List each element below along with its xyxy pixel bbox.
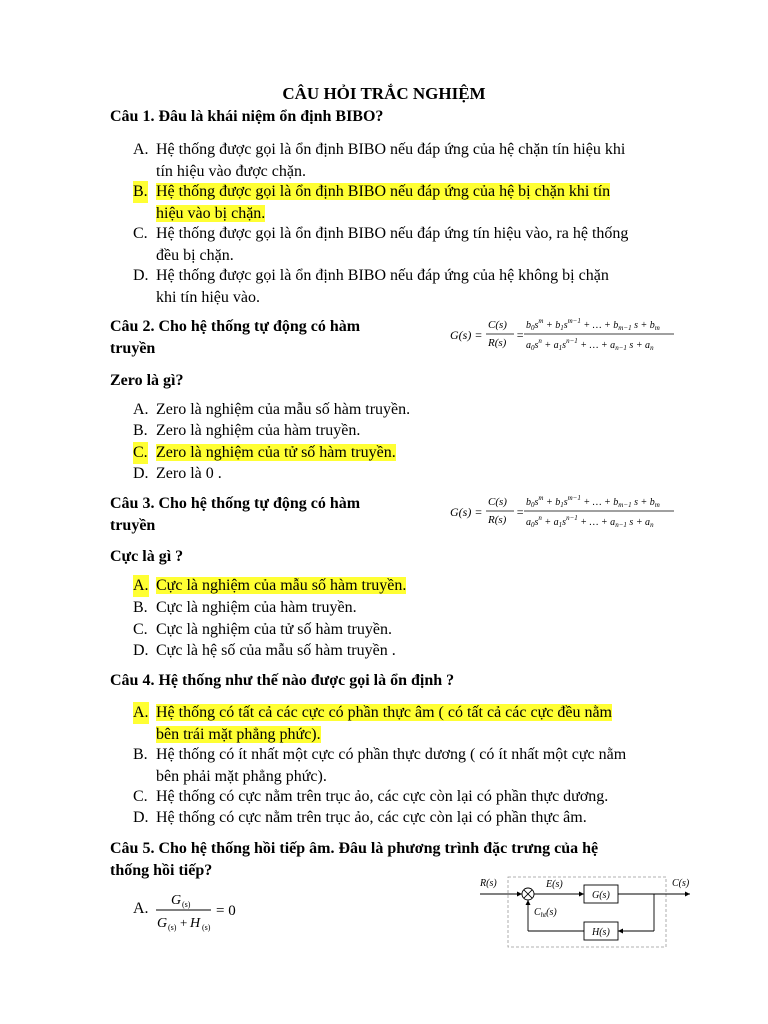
option-label: A. xyxy=(133,141,149,158)
svg-text:C(s): C(s) xyxy=(488,496,507,508)
question-2-option-c xyxy=(133,442,698,464)
option-label: D. xyxy=(133,465,149,482)
option-text: Hệ thống được gọi là ổn định BIBO nếu đáp ứng của hệ bị chặn khi tín xyxy=(156,183,611,200)
error-label: E(s) xyxy=(546,879,563,890)
system-boundary xyxy=(508,877,666,947)
svg-text:(s): (s) xyxy=(168,923,177,932)
option-label: A. xyxy=(133,702,149,724)
option-text: Cực là nghiệm của mẫu số hàm truyền. xyxy=(156,577,407,594)
option-text: Zero là nghiệm của tử số hàm truyền. xyxy=(156,444,396,461)
svg-text:H: H xyxy=(190,916,201,931)
svg-text:R(s): R(s) xyxy=(488,337,507,349)
question-2-option-b xyxy=(133,420,698,442)
svg-text:R(s): R(s) xyxy=(488,514,507,526)
question-1-heading: Câu 1. Đâu là khái niệm ổn định BIBO? xyxy=(110,108,384,125)
transfer-function-equation xyxy=(448,491,678,538)
feedback-block-diagram xyxy=(478,874,694,950)
option-text: Hệ thống được gọi là ổn định BIBO nếu đáp ứng tín hiệu vào, ra hệ thống xyxy=(156,225,629,242)
question-3-option-d xyxy=(133,640,698,662)
svg-text:G: G xyxy=(171,893,182,908)
question-2-option-d xyxy=(133,463,698,485)
question-4-option-a xyxy=(133,702,698,745)
option-label: C. xyxy=(133,442,148,464)
heading-line: truyền xyxy=(110,340,156,357)
question-1-option-d xyxy=(133,265,698,308)
option-label: D. xyxy=(133,809,149,826)
svg-text:C(s): C(s) xyxy=(488,319,507,331)
svg-text:G(s) =: G(s) = xyxy=(450,328,483,342)
option-text: Hệ thống có ít nhất một cực có phần thực dương ( có ít nhất một cực nằm xyxy=(156,746,627,763)
svg-text:G: G xyxy=(157,916,168,931)
heading-line: Câu 5. Cho hệ thống hồi tiếp âm. Đâu là phương trình đặc trưng của hệ xyxy=(110,840,599,857)
option-text: Hệ thống được gọi là ổn định BIBO nếu đáp ứng của hệ không bị chặn xyxy=(156,267,609,284)
svg-text:a0sn + a1sn−1 + … + an−1 s + a: $a_0s^n + a_1s^{n-1}$ + … + $a_{n-1}$ $s + a_n$ xyxy=(526,514,654,529)
input-label: R(s) xyxy=(480,878,497,889)
option-text: Hệ thống có tất cả các cực có phần thực âm ( có tất cả các cực đều nằm xyxy=(156,704,612,721)
option-label: B. xyxy=(133,181,148,203)
svg-text:= 0: = 0 xyxy=(216,903,236,919)
question-4-option-d xyxy=(133,807,698,829)
heading-line: Câu 2. Cho hệ thống tự động có hàm xyxy=(110,318,361,335)
svg-text:=: = xyxy=(516,505,525,519)
question-3-option-a xyxy=(133,575,698,597)
question-3-subheading: Cực là gì ? xyxy=(110,548,184,565)
option-label: D. xyxy=(133,642,149,659)
option-text: bên phải mặt phẳng phức). xyxy=(156,767,327,785)
question-2-subheading: Zero là gì? xyxy=(110,372,184,389)
option-label: C. xyxy=(133,621,148,638)
option-text: bên trái mặt phẳng phức). xyxy=(156,725,321,743)
option-label: A. xyxy=(133,401,149,418)
option-text: Zero là nghiệm của mẫu số hàm truyền. xyxy=(156,401,411,418)
option-text: Cực là hệ số của mẫu số hàm truyền . xyxy=(156,642,396,659)
question-1-option-b xyxy=(133,181,698,224)
heading-line: truyền xyxy=(110,517,156,534)
svg-text:(s): (s) xyxy=(202,923,211,932)
question-2-option-a xyxy=(133,399,698,421)
option-label: A. xyxy=(133,900,149,917)
option-label: A. xyxy=(133,575,149,597)
transfer-function-equation xyxy=(448,314,678,361)
question-1-option-a xyxy=(133,139,698,182)
option-label: D. xyxy=(133,267,149,284)
svg-text:=: = xyxy=(516,328,525,342)
question-3-option-b xyxy=(133,597,698,619)
svg-text:a0sn + a1sn−1 + … + an−1 s + a: $a_0s^n + a_1s^{n-1}$ + … + $a_{n-1}$ $s + a_n$ xyxy=(526,337,654,352)
option-text: Cực là nghiệm của hàm truyền. xyxy=(156,599,357,616)
question-4-option-c xyxy=(133,786,698,808)
option-label: B. xyxy=(133,599,148,616)
question-1-option-c xyxy=(133,223,698,266)
option-label: B. xyxy=(133,746,148,763)
question-4-heading: Câu 4. Hệ thống như thế nào được gọi là ổn định ? xyxy=(110,672,455,689)
feedback-block-label: H(s) xyxy=(592,927,610,938)
option-text: tín hiệu vào được chặn. xyxy=(156,162,306,180)
question-4-option-b xyxy=(133,744,698,787)
option-text: hiệu vào bị chặn. xyxy=(156,204,266,222)
heading-line: Câu 3. Cho hệ thống tự động có hàm xyxy=(110,495,361,512)
characteristic-equation xyxy=(153,888,253,934)
svg-text:(s): (s) xyxy=(182,900,191,909)
option-text: đều bị chặn. xyxy=(156,246,234,264)
option-label: C. xyxy=(133,225,148,242)
question-3-heading xyxy=(110,493,360,537)
option-text: Cực là nghiệm của tử số hàm truyền. xyxy=(156,621,392,638)
svg-text:G(s) =: G(s) = xyxy=(450,505,483,519)
option-label: C. xyxy=(133,788,148,805)
question-2-heading xyxy=(110,316,360,360)
svg-text:b0sm + b1sm−1 + … + bm−1 s + b: $b_0s^m + b_1s^{m-1}$ + … + $b_{m-1}$ $s + b_m$ xyxy=(526,494,660,509)
svg-text:+: + xyxy=(180,915,188,930)
option-text: Zero là 0 . xyxy=(156,465,222,482)
feedback-signal-label: $C_{ht}(s)$ xyxy=(534,907,557,919)
output-label: C(s) xyxy=(672,878,690,889)
option-text: Hệ thống có cực nằm trên trục ảo, các cực còn lại có phần thực dương. xyxy=(156,788,609,805)
option-text: Hệ thống được gọi là ổn định BIBO nếu đáp ứng của hệ chặn tín hiệu khi xyxy=(156,141,626,158)
forward-block-label: G(s) xyxy=(592,890,610,901)
option-text: Zero là nghiệm của hàm truyền. xyxy=(156,422,361,439)
svg-text:b0sm + b1sm−1 + … + bm−1 s + b: $b_0s^m + b_1s^{m-1}$ + … + $b_{m-1}$ $s + b_m$ xyxy=(526,317,660,332)
question-3-option-c xyxy=(133,619,698,641)
option-label: B. xyxy=(133,422,148,439)
option-text: Hệ thống có cực nằm trên trục ảo, các cực còn lại có phần thực âm. xyxy=(156,809,587,826)
heading-line: thống hồi tiếp? xyxy=(110,862,213,879)
page-title: CÂU HỎI TRẮC NGHIỆM xyxy=(282,84,486,103)
option-text: khi tín hiệu vào. xyxy=(156,288,260,306)
